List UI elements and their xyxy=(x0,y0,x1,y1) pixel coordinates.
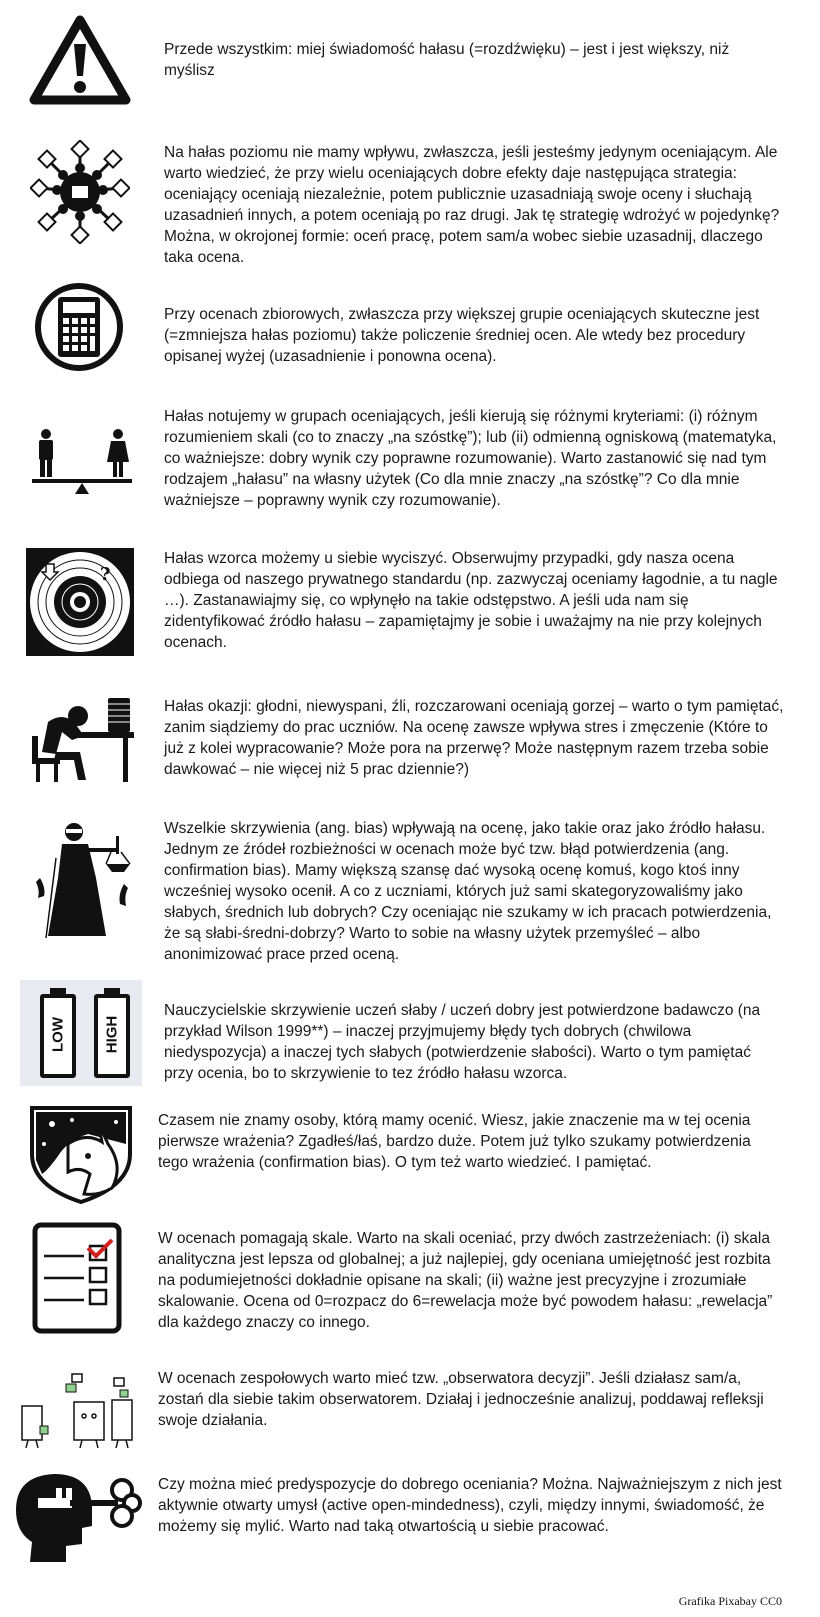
tip-text: Czasem nie znamy osoby, którą mamy ocenić. Wiesz, jakie znaczenie ma w tej ocenia pierwsze wrażenia? Zgadłeś/łaś, bardzo duże. Potem już tylko szukamy potwierdzenia tego wrażenia (confirmation bias). O tym też warto wiedzieć. I pamiętać. xyxy=(158,1112,751,1171)
tired-person-icon xyxy=(28,692,134,784)
head-key-icon xyxy=(10,1470,142,1564)
tip-text: Na hałas poziomu nie mamy wpływu, zwłaszcza, jeśli jesteśmy jedynym oceniającym. Ale warto wiedzieć, że przy wielu oceniających dobre efekty daje następująca strategia: oceniający oceniają niezależnie, potem publicznie uzasadniają swoje oceny i słuchają uzasadnień innych, a potem oceniają po raz drugi. Jak tę strategię wdrożyć w pojedynkę? Można, w okrojonej formie: oceń pracę, potem sam/a wobec siebie uzasadnij, dlaczego taka ocena. xyxy=(164,144,780,266)
battery-low-label: LOW xyxy=(49,1017,67,1052)
tip-text: W ocenach pomagają skale. Warto na skali oceniać, przy dwóch zastrzeżeniach: (i) skala analityczna jest lepsza od globalnej; a już najlepiej, gdy oceniana umiejętność jest rozbita na podumiejetności dokładnie opisane na skali; (ii) ważne jest precyzyjne i zrozumiałe skalowanie. Ocena od 0=rozpacz do 6=rewelacja może być powodem hałasu: „rewelacja” dla każdego znaczy co innego. xyxy=(158,1230,773,1331)
battery-low xyxy=(40,994,76,1078)
tip-text: Hałas okazji: głodni, niewyspani, źli, rozczarowani oceniają gorzej – warto o tym pamiętać, zanim siądziemy do prac uczniów. Na ocenę zawsze wpływa stres i zmęczenie (Które to już z kolei wypracowanie? Może pora na przerwę? Może następnym razem trzeba sobie dawkować – nie więcej niż 5 prac dziennie?) xyxy=(164,698,784,778)
tip-text: Przy ocenach zbiorowych, zwłaszcza przy większej grupie oceniających skuteczne jest (=zmniejsza hałas poziomu) także policzenie średniej ocen. Ale wtedy bez procedury opisanej wyżej (uzasadnienie i ponowna ocena). xyxy=(164,306,760,365)
observers-icon xyxy=(16,1366,140,1450)
unicorn-shield-icon xyxy=(28,1104,134,1204)
tip-text: Wszelkie skrzywienia (ang. bias) wpływają na ocenę, jako takie oraz jako źródło hałasu. Jednym ze źródeł rozbieżności w ocenach może być tzw. błąd potwierdzenia (ang. confirmation bias). Mamy większą szansę dać wysoką ocenę komuś, kogo ktoś inny wcześniej wysoko ocenił. A co z uczniami, których już sami skategoryzowaliśmy jako słabych, średnich lub dobrych? Czy oceniając nie szukamy w ich pracach potwierdzenia, że są słabi-średni-dobrzy? Warto to sobie na własny użytek przemyśleć – albo anonimizować prace przed oceną. xyxy=(164,820,772,963)
tip-text: Hałas notujemy w grupach oceniających, jeśli kierują się różnymi kryteriami: (i) różnym rozumieniem skali (co to znaczy „na szóstkę”); lub (ii) odmienną ogniskową (matematyka, co ważniejsze: dobry wynik czy poprawne rozumowanie). Warto zastanowić się nad tym rodzajem „hałasu” na własny użytek (Co dla mnie znaczy „na szóstkę”? Co dla mnie ważniejsze – poprawny wynik czy rozumowanie). xyxy=(164,408,777,509)
balance-people-icon xyxy=(30,428,134,496)
tip-text: Hałas wzorca możemy u siebie wyciszyć. Obserwujmy przypadki, gdy nasza ocena odbiega od naszego prywatnego standardu (np. zazwyczaj oceniamy łagodnie, a tu nagle …). Zastanawiajmy się, co wpłynęło na takie odstępstwo. A jeśli uda nam się zidentyfikować źródło hałasu – zapamiętajmy je sobie i uważajmy na nie przy kolejnych ocenach. xyxy=(164,550,778,651)
battery-icon xyxy=(20,980,142,1086)
tip-text: Nauczycielskie skrzywienie uczeń słaby / uczeń dobry jest potwierdzone badawczo (na przykład Wilson 1999**) – inaczej przyjmujemy błędy tych dobrych (chwilowa niedyspozycja) a inaczej tych słabych (potwierdzenie słabości). Warto o tym pamiętać przy ocenia, bo to skrzywienie to tez źródło hałasu wzorca. xyxy=(164,1002,761,1082)
justice-icon xyxy=(26,818,138,944)
battery-high-label: HIGH xyxy=(103,1015,121,1054)
tip-text: Przede wszystkim: miej świadomość hałasu (=rozdźwięku) – jest i jest większy, niż myślisz xyxy=(164,41,730,79)
warning-icon xyxy=(28,14,132,106)
image-credit: Grafika Pixabay CC0 xyxy=(678,1594,782,1608)
target-icon xyxy=(26,548,134,656)
network-people-icon xyxy=(30,140,130,244)
checklist-icon xyxy=(32,1222,122,1334)
calculator-icon xyxy=(34,282,124,372)
tip-text: W ocenach zespołowych warto mieć tzw. „obserwatora decyzji”. Jeśli działasz sam/a, zostań dla siebie takim obserwatorem. Działaj i jednocześnie analizuj, poddawaj refleksji swoje działania. xyxy=(158,1370,764,1429)
tip-text: Czy można mieć predyspozycje do dobrego oceniania? Można. Najważniejszym z nich jest aktywnie otwarty umysł (active open-mindedness), czyli, między innymi, świadomość, że możemy się mylić. Warto nad taką otwartością u siebie pracować. xyxy=(158,1476,782,1535)
battery-high xyxy=(94,994,130,1078)
svg-text:?: ? xyxy=(100,564,111,585)
